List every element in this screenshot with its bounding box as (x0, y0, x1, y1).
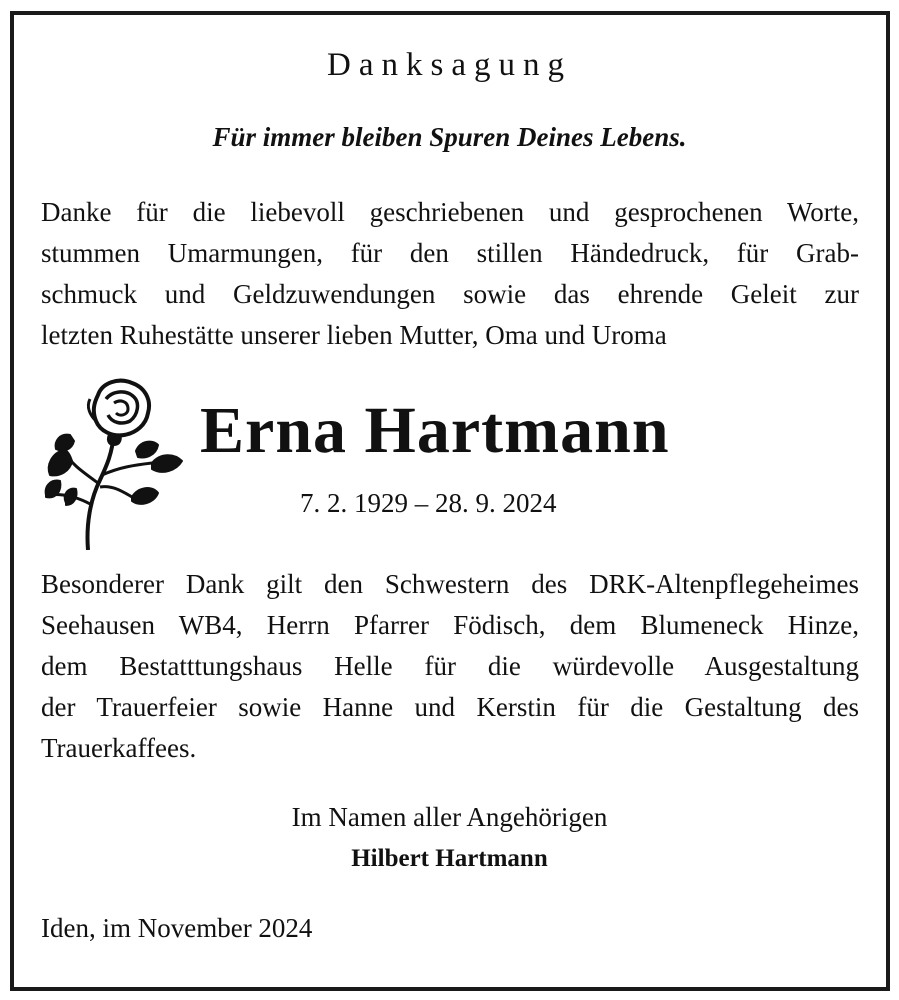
signer-name: Hilbert Hartmann (351, 845, 548, 872)
thanks-line: dem Bestatttungshaus Helle für die würdevolle Ausgestaltung (41, 651, 859, 681)
intro-line: letzten Ruhestätte unserer lieben Mutter, Oma und Uroma (41, 320, 667, 350)
notice-heading: Danksagung (327, 47, 572, 83)
thanks-line: der Trauerfeier sowie Hanne und Kerstin für die Gestaltung des (41, 692, 859, 722)
motto: Für immer bleiben Spuren Deines Lebens. (212, 122, 687, 152)
intro-line: Danke für die liebevoll geschriebenen und gesprochenen Worte, (41, 197, 859, 227)
thanks-line: Seehausen WB4, Herrn Pfarrer Födisch, dem Blumeneck Hinze, (41, 610, 859, 640)
on-behalf-line: Im Namen aller Angehörigen (291, 802, 608, 832)
intro-paragraph (41, 192, 859, 356)
thanks-paragraph (41, 564, 859, 769)
thanks-line: Besonderer Dank gilt den Schwestern des DRK-Altenpflegeheimes (41, 569, 859, 599)
rose-icon (40, 375, 185, 550)
deceased-name: Erna Hartmann (200, 394, 670, 467)
place-date: Iden, im November 2024 (41, 913, 313, 943)
thanks-line: Trauerkaffees. (41, 733, 197, 763)
intro-line: stummen Umarmungen, für den stillen Händedruck, für Grab- (41, 238, 859, 268)
life-dates: 7. 2. 1929 – 28. 9. 2024 (300, 488, 557, 518)
intro-line: schmuck und Geldzuwendungen sowie das ehrende Geleit zur (41, 279, 859, 309)
